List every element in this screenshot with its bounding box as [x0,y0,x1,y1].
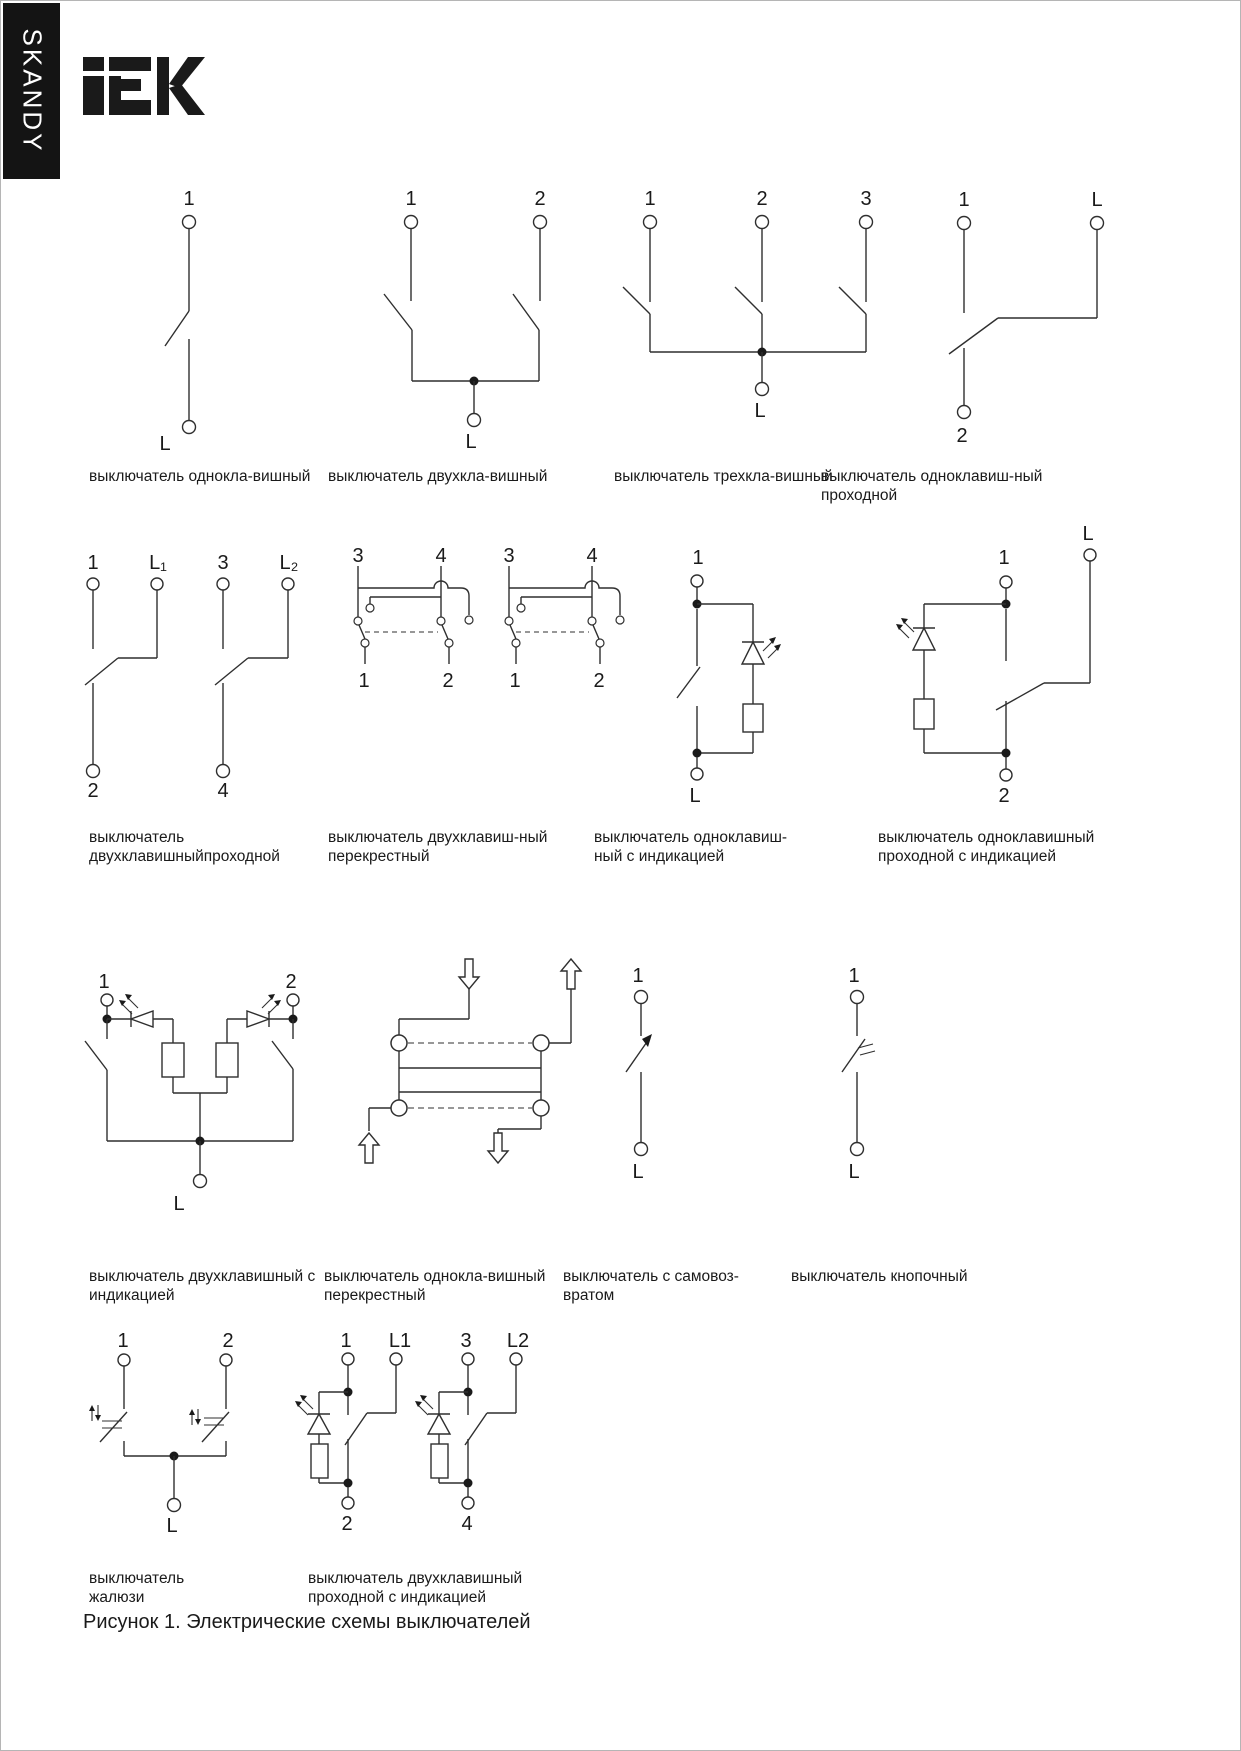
junction-dot [1002,749,1011,758]
terminal-label: 3 [460,1330,472,1352]
diagram-caption [324,1267,545,1305]
terminal-circle [87,578,99,590]
figure-caption: Рисунок 1. Электрические схемы выключателей [83,1611,531,1633]
terminal-circle [462,1353,474,1365]
terminal-label: 1 [509,670,521,692]
contact-circle [437,617,445,625]
diagram-two-gang-two-way-switch-with-indicator [291,1331,541,1546]
diagram-three-gang-switch [601,161,891,461]
switch-blade [677,667,700,698]
terminal-circle [468,414,481,427]
terminal-circle [635,1143,648,1156]
terminal-label: L [173,1193,185,1215]
terminal-circle [851,1143,864,1156]
terminal-label: 2 [998,785,1010,807]
led-indicator-icon [415,1395,450,1434]
terminal-circle [510,1353,522,1365]
contact-circle [465,616,473,624]
terminal-circle [194,1175,207,1188]
switch-blade [510,625,516,639]
momentary-contact-icon [189,1409,229,1442]
switch-blade [272,1041,293,1069]
resistor [311,1444,328,1478]
terminal-label: 1 [644,188,656,210]
terminal-circle [635,991,648,1004]
terminal-label: 2 [956,425,968,447]
caption-line: выключатель трехкла-вишный [614,468,833,485]
terminal-circle [342,1353,354,1365]
terminal-label: L1 [388,1330,412,1352]
diagram-caption [821,467,1042,505]
led-indicator-icon [247,994,293,1027]
terminal-circle [101,994,113,1006]
diagram-shutter-switch [81,1331,301,1546]
terminal-circle [342,1497,354,1509]
series-label: SKANDY [17,28,47,154]
arrow-up-icon [561,959,581,989]
switch-blade [215,658,248,685]
switch-blade [626,1039,649,1072]
terminal-circle [851,991,864,1004]
contact-circle [354,617,362,625]
terminal-label: 1 [98,971,110,993]
terminal-label: 1 [848,965,860,987]
terminal-circle [405,216,418,229]
terminal-label: 3 [217,552,229,574]
switch-blade [593,625,599,639]
caption-line: выключатель одноклавиш- [594,829,788,846]
caption-line: выключатель двухкла-вишный [328,468,548,485]
junction-dot [693,749,702,758]
caption-line: выключатель двухклавиш-ный [328,829,548,846]
caption-line: выключатель [89,829,185,846]
iek-logo-glyphs [83,57,205,115]
terminal-circle [217,765,230,778]
terminal-label: 1 [692,547,704,569]
terminal-circle [958,406,971,419]
caption-line: выключатель однокла-вишный [324,1268,546,1285]
caption-line: вратом [563,1287,615,1304]
junction-dot [344,1479,353,1488]
terminal-circle [151,578,163,590]
terminal-label: 1 [405,188,417,210]
diagram-two-way-switch-with-indicator [891,516,1126,816]
terminal-circle [87,765,100,778]
switch-blade [513,294,539,330]
arrow-down-icon [488,1133,508,1163]
switch-blade [202,1412,229,1442]
terminal-label: 1 [183,188,195,210]
terminal-label: L₂ [279,552,299,574]
diagram-switch-with-indicator [641,536,791,816]
caption-line: проходной с индикацией [308,1589,487,1606]
terminal-label: L [632,1161,644,1183]
terminal-circle [1000,576,1012,588]
contact-circle [512,639,520,647]
terminal-label: 4 [586,545,598,567]
skandy-banner [3,3,60,179]
caption-line: выключатель двухклавишный с [89,1268,316,1285]
terminal-label: L [848,1161,860,1183]
contact-circle [533,1100,549,1116]
led-indicator-icon [896,618,935,650]
diagram-caption [878,828,1094,866]
terminal-label: 3 [503,545,515,567]
led-indicator-icon [295,1395,330,1434]
switch-blade [100,1412,127,1442]
terminal-label: 4 [461,1513,473,1535]
terminal-circle [282,578,294,590]
switch-blade [384,294,412,330]
terminal-label: L [465,431,477,453]
switch-blade [735,287,762,314]
diagram-caption [308,1569,522,1607]
terminal-label: L [754,400,766,422]
caption-line: выключатель двухклавишный [308,1570,523,1587]
led-indicator-icon [742,637,781,664]
diagram-two-gang-intermediate-switch [321,531,631,701]
terminal-label: 4 [217,780,229,802]
terminal-circle [390,1353,402,1365]
terminal-circle [168,1499,181,1512]
terminal-circle [691,768,703,780]
terminal-label: 1 [358,670,370,692]
two-way-indicator-unit [415,1330,529,1535]
diagram-two-gang-switch [361,161,561,461]
contact-circle [616,616,624,624]
switch-blade [623,287,650,314]
arrow-up-icon [359,1133,379,1163]
contact-circle [596,639,604,647]
caption-line: выключатель одноклавишный [878,829,1095,846]
switch-blade [996,683,1044,710]
terminal-label: 2 [285,971,297,993]
terminal-circle [534,216,547,229]
arrow-down-icon [459,959,479,989]
resistor [743,704,763,732]
terminal-label: L₁ [149,552,167,574]
diagram-caption [328,467,547,486]
resistor [431,1444,448,1478]
terminal-label: 2 [534,188,546,210]
resistor [914,699,934,729]
diagram-push-button-switch [816,961,906,1191]
caption-line: выключатель с самовоз- [563,1268,739,1285]
terminal-circle [287,994,299,1006]
caption-line: двухклавишныйпроходной [89,848,280,865]
terminal-circle [1084,549,1096,561]
contact-circle [588,617,596,625]
terminal-label: 2 [593,670,605,692]
terminal-label: L [159,433,171,455]
terminal-circle [220,1354,232,1366]
diagram-caption [614,467,833,486]
terminal-label: 1 [958,189,970,211]
terminal-label: L [166,1515,178,1537]
junction-dot [464,1479,473,1488]
contact-circle [391,1100,407,1116]
diagram-two-gang-two-way-switch [71,541,311,811]
diagram-caption [89,1569,184,1607]
terminal-circle [118,1354,130,1366]
diagram-caption [594,828,787,866]
diagram-caption [89,828,280,866]
diagram-intermediate-switch-mechanism [351,951,591,1176]
diagram-two-way-switch [931,161,1121,471]
terminal-circle [183,216,196,229]
contact-circle [533,1035,549,1051]
contact-circle [391,1035,407,1051]
switch-blade [839,287,866,314]
terminal-circle [756,383,769,396]
caption-line: перекрестный [328,848,430,865]
switch-blade [442,625,448,639]
caption-line: ный с индикацией [594,848,725,865]
terminal-label: 1 [998,547,1010,569]
contact-circle [505,617,513,625]
terminal-circle [462,1497,474,1509]
diagram-one-gang-switch [131,161,231,461]
diagram-caption [328,828,547,866]
terminal-label: 1 [340,1330,352,1352]
terminal-circle [691,575,703,587]
resistor [162,1043,184,1077]
terminal-label: 2 [756,188,768,210]
diagram-self-return-switch [601,961,686,1191]
terminal-circle [958,217,971,230]
caption-line: выключатель кнопочный [791,1268,968,1285]
terminal-label: 1 [87,552,99,574]
caption-line: проходной [821,487,898,504]
switch-blade [85,1041,107,1070]
terminal-label: 3 [860,188,872,210]
terminal-circle [860,216,873,229]
two-way-indicator-unit [295,1330,411,1535]
terminal-label: 1 [632,965,644,987]
terminal-circle [644,216,657,229]
switch-blade [949,318,998,354]
terminal-label: 2 [341,1513,353,1535]
diagram-caption [89,1267,315,1305]
resistor [216,1043,238,1077]
terminal-circle [183,421,196,434]
self-return-arrow-icon [642,1034,652,1047]
caption-line: жалюзи [89,1589,145,1606]
terminal-circle [217,578,229,590]
intermediate-unit [352,545,473,692]
contact-circle [361,639,369,647]
switch-blade [85,658,118,685]
contact-circle [366,604,374,612]
diagram-caption [89,467,310,486]
caption-line: выключатель [89,1570,185,1587]
terminal-label: 3 [352,545,364,567]
terminal-label: L [1082,523,1094,545]
terminal-label: 2 [442,670,454,692]
iek-logo [83,57,205,117]
caption-line: перекрестный [324,1287,426,1304]
led-indicator-icon [107,994,153,1027]
caption-line: проходной с индикацией [878,848,1057,865]
terminal-label: L2 [506,1330,530,1352]
terminal-label: L [689,785,701,807]
terminal-label: 4 [435,545,447,567]
diagram-two-gang-switch-with-indicator [66,961,321,1221]
caption-line: выключатель одноклавиш-ный [821,468,1043,485]
terminal-label: 2 [222,1330,234,1352]
contact-circle [445,639,453,647]
contact-circle [517,604,525,612]
terminal-label: 1 [117,1330,129,1352]
terminal-circle [756,216,769,229]
switch-blade [165,311,189,346]
terminal-label: L [1091,189,1103,211]
terminal-circle [1091,217,1104,230]
terminal-label: 2 [87,780,99,802]
diagram-caption [563,1267,739,1305]
intermediate-unit [503,545,624,692]
caption-line: выключатель однокла-вишный [89,468,311,485]
momentary-contact-icon [89,1405,127,1442]
diagram-caption [791,1267,968,1286]
switch-blade [359,625,365,639]
caption-line: индикацией [89,1287,175,1304]
switch-blade [842,1039,865,1072]
terminal-circle [1000,769,1012,781]
